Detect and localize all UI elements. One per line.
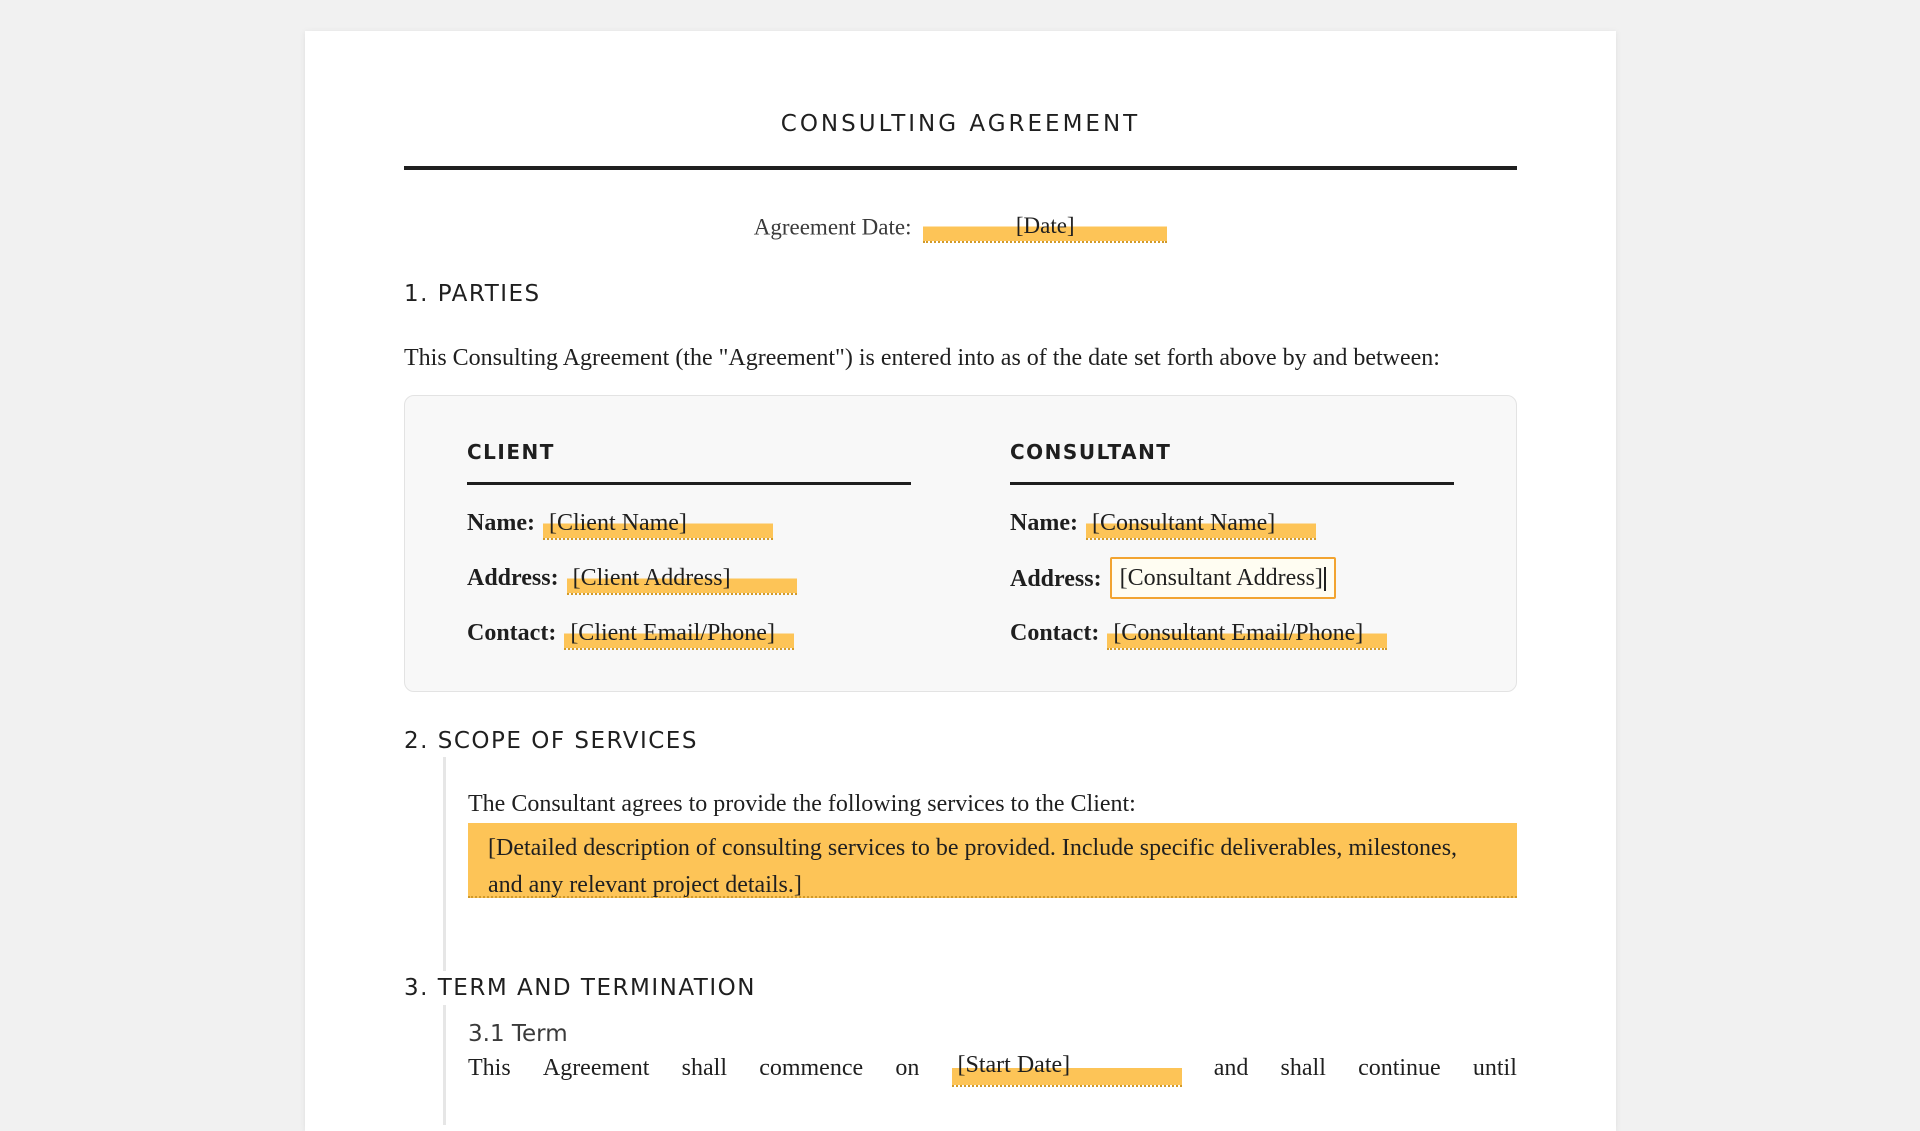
agreement-date-label: Agreement Date: [753, 214, 912, 240]
term-word: on [895, 1055, 920, 1081]
client-address-label: Address: [467, 565, 559, 591]
parties-box [404, 395, 1517, 692]
scope-description-field[interactable]: [Detailed description of consulting services to be provided. Include specific deliverables, milestones, and any relevant project details.] [488, 835, 1458, 898]
consultant-name-label: Name: [1010, 510, 1078, 536]
term-subheading: 3.1 Term [468, 1021, 568, 1047]
document-page [305, 31, 1616, 1131]
client-contact-field[interactable]: [Client Email/Phone] [564, 618, 794, 650]
parties-heading: 1. PARTIES [404, 281, 541, 307]
scope-intro: The Consultant agrees to provide the following services to the Client: [468, 791, 1136, 817]
scope-heading: 2. SCOPE OF SERVICES [404, 728, 698, 754]
client-address-field[interactable]: [Client Address] [567, 563, 797, 595]
consultant-address-value: [Consultant Address] [1119, 565, 1323, 591]
term-word: This [468, 1055, 511, 1081]
client-name-row [467, 508, 773, 540]
term-word: commence [759, 1055, 864, 1081]
consultant-heading: CONSULTANT [1010, 440, 1172, 464]
scope-indent-bar [443, 757, 446, 971]
term-heading: 3. TERM AND TERMINATION [404, 975, 756, 1001]
client-name-field[interactable]: [Client Name] [543, 508, 773, 540]
consultant-contact-row [1010, 618, 1387, 650]
term-word: continue [1358, 1055, 1441, 1081]
consultant-name-row [1010, 508, 1316, 540]
term-indent-bar [443, 1005, 446, 1125]
title-divider [404, 166, 1517, 170]
document-title: CONSULTING AGREEMENT [780, 111, 1141, 137]
consultant-divider [1010, 482, 1454, 485]
consultant-contact-label: Contact: [1010, 620, 1100, 646]
term-word: shall [681, 1055, 727, 1081]
agreement-date-row [404, 211, 1517, 243]
agreement-date-field[interactable]: [Date] [923, 211, 1167, 243]
client-divider [467, 482, 911, 485]
client-contact-row [467, 618, 794, 650]
client-heading: CLIENT [467, 440, 555, 464]
consultant-name-field[interactable]: [Consultant Name] [1086, 508, 1316, 540]
parties-intro: This Consulting Agreement (the "Agreement") is entered into as of the date set forth above by and between: [404, 345, 1440, 371]
client-contact-label: Contact: [467, 620, 557, 646]
term-word: until [1472, 1055, 1517, 1081]
term-paragraph [468, 1050, 1517, 1087]
term-word: Agreement [542, 1055, 650, 1081]
text-caret [1324, 567, 1326, 591]
consultant-address-row [1010, 558, 1336, 600]
consultant-address-field[interactable] [1110, 557, 1336, 599]
client-name-label: Name: [467, 510, 535, 536]
term-word: and [1213, 1055, 1249, 1081]
client-address-row [467, 563, 797, 595]
term-word: shall [1280, 1055, 1326, 1081]
start-date-field[interactable]: [Start Date] [952, 1050, 1182, 1087]
consultant-address-label: Address: [1010, 566, 1102, 592]
consultant-contact-field[interactable]: [Consultant Email/Phone] [1107, 618, 1387, 650]
